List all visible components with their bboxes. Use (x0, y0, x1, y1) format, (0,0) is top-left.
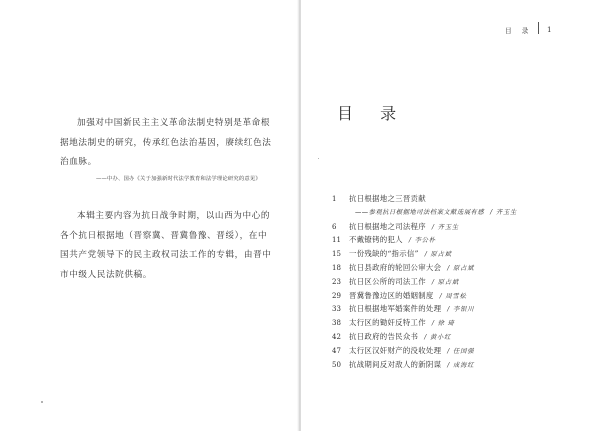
toc-author: / 黄小红 (424, 333, 452, 341)
toc-title: 不戴镣铐的犯人 (349, 235, 403, 245)
toc-author: / 李银川 (447, 306, 475, 314)
scan-speck (41, 401, 43, 403)
toc-title: 抗日根据地军婚案件的处理 (349, 304, 442, 314)
toc-title: 晋冀鲁豫边区的婚姻制度 (349, 290, 434, 300)
toc-author: / 齐玉生 (490, 208, 518, 216)
toc-page-number: 1 (332, 195, 337, 203)
toc-title: 一份残缺的“指示信” (349, 249, 419, 259)
toc-entry[interactable] (332, 193, 600, 207)
toc-author: / 原占斌 (424, 251, 452, 259)
toc-page-number: 42 (332, 332, 341, 341)
toc-entry[interactable] (332, 359, 600, 373)
scan-speck (318, 158, 319, 159)
toc-author: / 任国强 (447, 347, 475, 355)
toc-title: 抗日县政府的轮回公审大会 (349, 262, 442, 272)
toc-page-number: 38 (332, 319, 341, 328)
toc-page-number: 29 (332, 291, 341, 300)
toc-page-number: 33 (332, 305, 341, 314)
toc-page-number: 47 (332, 346, 341, 355)
toc-author: / 成海红 (447, 361, 475, 369)
toc-entry[interactable] (332, 276, 600, 290)
toc-title: 太行区汉奸财产的没收处理 (349, 345, 442, 355)
toc-heading: 目 录 (337, 104, 408, 123)
toc-page-number: 23 (332, 277, 341, 286)
toc-page-number: 6 (332, 222, 337, 231)
toc-page-number: 11 (332, 236, 341, 245)
toc-list (332, 193, 600, 372)
toc-page-number: 15 (332, 250, 341, 259)
toc-entry[interactable] (332, 303, 600, 317)
toc-author: / 齐玉生 (431, 223, 459, 231)
toc-entry[interactable] (332, 290, 600, 304)
toc-title: 抗战期间反对敌人的新阴谋 (349, 359, 442, 369)
toc-author: / 原占斌 (431, 278, 459, 286)
toc-subtitle-text: ——参观抗日根据地司法档案文献选展有感 (355, 208, 485, 216)
toc-entry[interactable] (332, 345, 600, 359)
toc-author: / 原占斌 (447, 264, 475, 272)
toc-title: 抗日根据地之三晋贡献 (349, 194, 426, 203)
epigraph-text: 加强对中国新民主主义革命法制史特别是革命根据地法制史的研究，传承红色法治基因，赓续红色法治血脉。 (60, 118, 272, 167)
toc-title: 抗日政府的告民众书 (349, 331, 419, 341)
epigraph-source: ——中办、国办《关于加强新时代法学教育和法学理论研究的意见》 (96, 176, 261, 182)
running-head-separator (538, 22, 539, 34)
toc-author: / 徐 琦 (431, 320, 455, 328)
volume-note: 本辑主要内容为抗日战争时期，以山西为中心的各个抗日根据地（晋察冀、晋冀鲁豫、晋绥），在中国共产党领导下的民主政权司法工作的专辑，由晋中市中级人民法院供稿。 (60, 211, 272, 280)
toc-entry[interactable] (332, 221, 600, 235)
toc-author: / 周雪松 (439, 292, 467, 300)
toc-entry[interactable] (332, 234, 600, 248)
toc-page-number: 18 (332, 263, 341, 272)
toc-entry[interactable] (332, 317, 600, 331)
toc-entry[interactable] (332, 331, 600, 345)
toc-author: / 李公朴 (408, 237, 436, 245)
left-page (0, 0, 299, 431)
toc-entry[interactable] (332, 248, 600, 262)
toc-page-number: 50 (332, 360, 341, 369)
running-head: 目 录 (505, 27, 533, 35)
toc-subtitle (332, 207, 600, 221)
toc-entry[interactable] (332, 262, 600, 276)
toc-title: 抗日区公所的司法工作 (349, 276, 426, 286)
toc-title: 抗日根据地之司法程序 (349, 221, 426, 231)
page-number: 1 (547, 25, 552, 34)
toc-title: 太行区的锄奸反特工作 (349, 318, 426, 328)
